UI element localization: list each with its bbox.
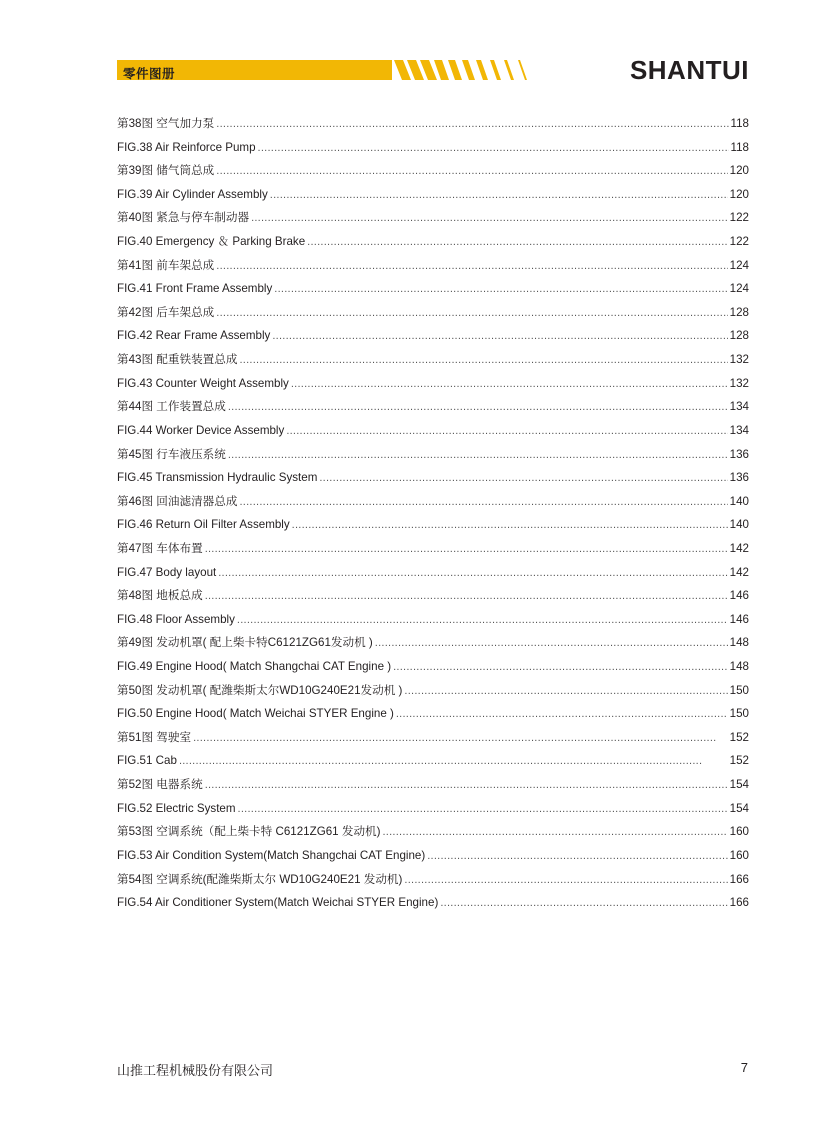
- toc-entry-page: 132: [729, 376, 749, 390]
- toc-entry-page: 134: [729, 423, 749, 437]
- toc-entry[interactable]: [117, 423, 749, 447]
- toc-entry-label: 第44图 工作装置总成: [117, 400, 226, 414]
- toc-entry-page: 120: [729, 164, 749, 178]
- toc-dot-leader: [251, 210, 728, 226]
- toc-entry[interactable]: [117, 801, 749, 825]
- toc-entry-label: 第51图 驾驶室: [117, 730, 192, 744]
- toc-entry-label: FIG.47 Body layout: [117, 565, 217, 579]
- toc-entry-page: 154: [729, 801, 749, 815]
- toc-entry-label: 第40图 紧急与停车制动器: [117, 211, 250, 225]
- toc-entry-page: 166: [729, 896, 749, 910]
- toc-entry-label: FIG.48 Floor Assembly: [117, 612, 235, 626]
- toc-entry-label: FIG.41 Front Frame Assembly: [117, 282, 273, 296]
- toc-dot-leader: [228, 399, 728, 415]
- toc-entry-label: FIG.51 Cab: [117, 754, 177, 768]
- toc-entry-label: FIG.40 Emergency ＆ Parking Brake: [117, 235, 306, 249]
- table-of-contents: [117, 116, 749, 919]
- header-title-bar: [117, 60, 392, 80]
- toc-entry-label: 第38图 空气加力泵: [117, 117, 215, 130]
- toc-dot-leader: [396, 706, 728, 722]
- toc-entry[interactable]: [117, 187, 749, 211]
- toc-entry-page: 134: [729, 400, 749, 414]
- toc-entry[interactable]: [117, 588, 749, 612]
- toc-dot-leader: [393, 659, 728, 675]
- toc-entry[interactable]: [117, 352, 749, 376]
- toc-entry-page: 140: [729, 518, 749, 532]
- toc-entry[interactable]: [117, 399, 749, 423]
- toc-dot-leader: [270, 187, 728, 203]
- toc-entry-page: 136: [729, 471, 749, 485]
- toc-entry[interactable]: [117, 777, 749, 801]
- header-title: 零件图册: [123, 66, 176, 81]
- toc-entry-label: FIG.49 Engine Hood( Match Shangchai CAT Engine ): [117, 660, 392, 674]
- toc-entry-label: FIG.42 Rear Frame Assembly: [117, 329, 271, 343]
- toc-entry-label: 第54图 空调系统(配潍柴斯太尔 WD10G240E21 发动机): [117, 872, 403, 886]
- toc-entry-label: 第49图 发动机罩( 配上柴卡特C6121ZG61发动机 ): [117, 636, 373, 650]
- toc-entry-label: FIG.38 Air Reinforce Pump: [117, 140, 256, 154]
- toc-entry-page: 142: [729, 565, 749, 579]
- toc-dot-leader: [375, 635, 728, 651]
- toc-dot-leader: [440, 895, 727, 911]
- toc-dot-leader: [286, 423, 727, 439]
- toc-entry-label: 第46图 回油滤清器总成: [117, 494, 238, 508]
- toc-entry[interactable]: [117, 447, 749, 471]
- toc-entry[interactable]: [117, 470, 749, 494]
- toc-entry[interactable]: [117, 210, 749, 234]
- toc-dot-leader: [237, 612, 728, 628]
- toc-entry-page: 154: [729, 778, 749, 792]
- footer-company-name: 山推工程机械股份有限公司: [117, 1064, 274, 1079]
- footer-page-number: 7: [740, 1060, 748, 1075]
- toc-dot-leader: [193, 730, 728, 746]
- toc-dot-leader: [319, 470, 727, 486]
- toc-entry-page: 160: [729, 825, 749, 839]
- toc-entry-label: 第39图 储气筒总成: [117, 164, 215, 178]
- toc-entry-page: 150: [729, 707, 749, 721]
- toc-entry-label: 第41图 前车架总成: [117, 258, 215, 272]
- toc-entry-page: 146: [729, 589, 749, 603]
- toc-entry-page: 148: [729, 636, 749, 650]
- toc-entry-label: FIG.52 Electric System: [117, 801, 236, 815]
- toc-entry[interactable]: [117, 683, 749, 707]
- toc-dot-leader: [274, 281, 727, 297]
- page-header: [117, 55, 749, 85]
- toc-dot-leader: [238, 801, 728, 817]
- toc-entry-page: 132: [729, 353, 749, 367]
- toc-entry-page: 118: [730, 140, 749, 154]
- toc-entry-label: FIG.44 Worker Device Assembly: [117, 423, 285, 437]
- toc-entry[interactable]: [117, 824, 749, 848]
- toc-entry[interactable]: [117, 848, 749, 872]
- toc-dot-leader: [272, 328, 727, 344]
- toc-entry-page: 140: [729, 494, 749, 508]
- toc-entry[interactable]: [117, 753, 749, 777]
- toc-entry-page: 128: [729, 329, 749, 343]
- toc-dot-leader: [292, 517, 728, 533]
- toc-entry[interactable]: [117, 517, 749, 541]
- toc-entry-label: 第42图 后车架总成: [117, 305, 215, 319]
- toc-entry-page: 118: [730, 117, 749, 130]
- toc-entry-page: 122: [729, 235, 749, 249]
- toc-entry-label: FIG.54 Air Conditioner System(Match Weichai STYER Engine): [117, 896, 439, 910]
- toc-entry[interactable]: [117, 635, 749, 659]
- toc-entry[interactable]: [117, 163, 749, 187]
- toc-entry-label: 第48图 地板总成: [117, 589, 203, 603]
- toc-entry-label: 第53图 空调系统（配上柴卡特 C6121ZG61 发动机): [117, 825, 381, 839]
- toc-entry[interactable]: [117, 895, 749, 919]
- toc-dot-leader: [216, 305, 727, 321]
- toc-entry-label: 第50图 发动机罩( 配潍柴斯太尔WD10G240E21发动机 ): [117, 683, 403, 697]
- header-stripes-decoration: [392, 58, 582, 82]
- toc-dot-leader: [216, 116, 728, 132]
- toc-entry[interactable]: [117, 234, 749, 258]
- toc-entry-label: 第47图 车体布置: [117, 541, 203, 555]
- toc-entry-page: 152: [729, 754, 749, 768]
- toc-dot-leader: [239, 352, 727, 368]
- toc-entry-page: 146: [729, 612, 749, 626]
- toc-dot-leader: [239, 494, 727, 510]
- toc-entry-label: 第43图 配重铁装置总成: [117, 353, 238, 367]
- toc-entry-label: 第45图 行车液压系统: [117, 447, 226, 461]
- toc-entry-label: FIG.45 Transmission Hydraulic System: [117, 471, 318, 485]
- toc-dot-leader: [404, 683, 727, 699]
- toc-entry[interactable]: [117, 116, 749, 140]
- toc-entry-label: 第52图 电器系统: [117, 778, 203, 792]
- toc-entry[interactable]: [117, 659, 749, 683]
- toc-entry[interactable]: [117, 612, 749, 636]
- toc-entry-page: 124: [729, 282, 749, 296]
- toc-entry-page: 124: [729, 258, 749, 272]
- shantui-logo: SHANTUI: [629, 55, 749, 85]
- toc-entry[interactable]: [117, 541, 749, 565]
- toc-entry[interactable]: [117, 494, 749, 518]
- toc-dot-leader: [205, 541, 728, 557]
- toc-entry-label: FIG.43 Counter Weight Assembly: [117, 376, 289, 390]
- toc-entry[interactable]: [117, 305, 749, 329]
- toc-entry-page: 128: [729, 305, 749, 319]
- toc-dot-leader: [383, 824, 728, 840]
- toc-entry[interactable]: [117, 706, 749, 730]
- toc-dot-leader: [179, 753, 728, 769]
- toc-dot-leader: [307, 234, 728, 250]
- toc-entry[interactable]: [117, 872, 749, 896]
- toc-entry[interactable]: [117, 730, 749, 754]
- toc-entry-page: 148: [729, 660, 749, 674]
- toc-dot-leader: [205, 777, 728, 793]
- toc-entry-page: 152: [729, 730, 749, 744]
- toc-entry-page: 136: [729, 447, 749, 461]
- toc-dot-leader: [218, 565, 727, 581]
- toc-dot-leader: [216, 163, 727, 179]
- toc-entry-label: FIG.50 Engine Hood( Match Weichai STYER Engine ): [117, 707, 394, 721]
- toc-entry-page: 142: [729, 541, 749, 555]
- toc-entry-label: FIG.39 Air Cylinder Assembly: [117, 187, 268, 201]
- toc-entry[interactable]: [117, 565, 749, 589]
- toc-entry[interactable]: [117, 140, 749, 164]
- toc-entry[interactable]: [117, 258, 749, 282]
- toc-entry-page: 160: [729, 848, 749, 862]
- toc-entry-page: 150: [729, 683, 749, 697]
- toc-dot-leader: [427, 848, 727, 864]
- toc-dot-leader: [205, 588, 728, 604]
- toc-dot-leader: [291, 376, 728, 392]
- toc-entry-page: 122: [729, 211, 749, 225]
- toc-dot-leader: [404, 872, 727, 888]
- toc-dot-leader: [228, 447, 728, 463]
- toc-entry[interactable]: [117, 376, 749, 400]
- toc-entry[interactable]: [117, 328, 749, 352]
- toc-entry-label: FIG.53 Air Condition System(Match Shangchai CAT Engine): [117, 848, 426, 862]
- toc-entry-page: 166: [729, 872, 749, 886]
- toc-entry-page: 120: [729, 187, 749, 201]
- toc-dot-leader: [216, 258, 727, 274]
- toc-entry-label: FIG.46 Return Oil Filter Assembly: [117, 518, 290, 532]
- toc-entry[interactable]: [117, 281, 749, 305]
- toc-dot-leader: [258, 140, 729, 156]
